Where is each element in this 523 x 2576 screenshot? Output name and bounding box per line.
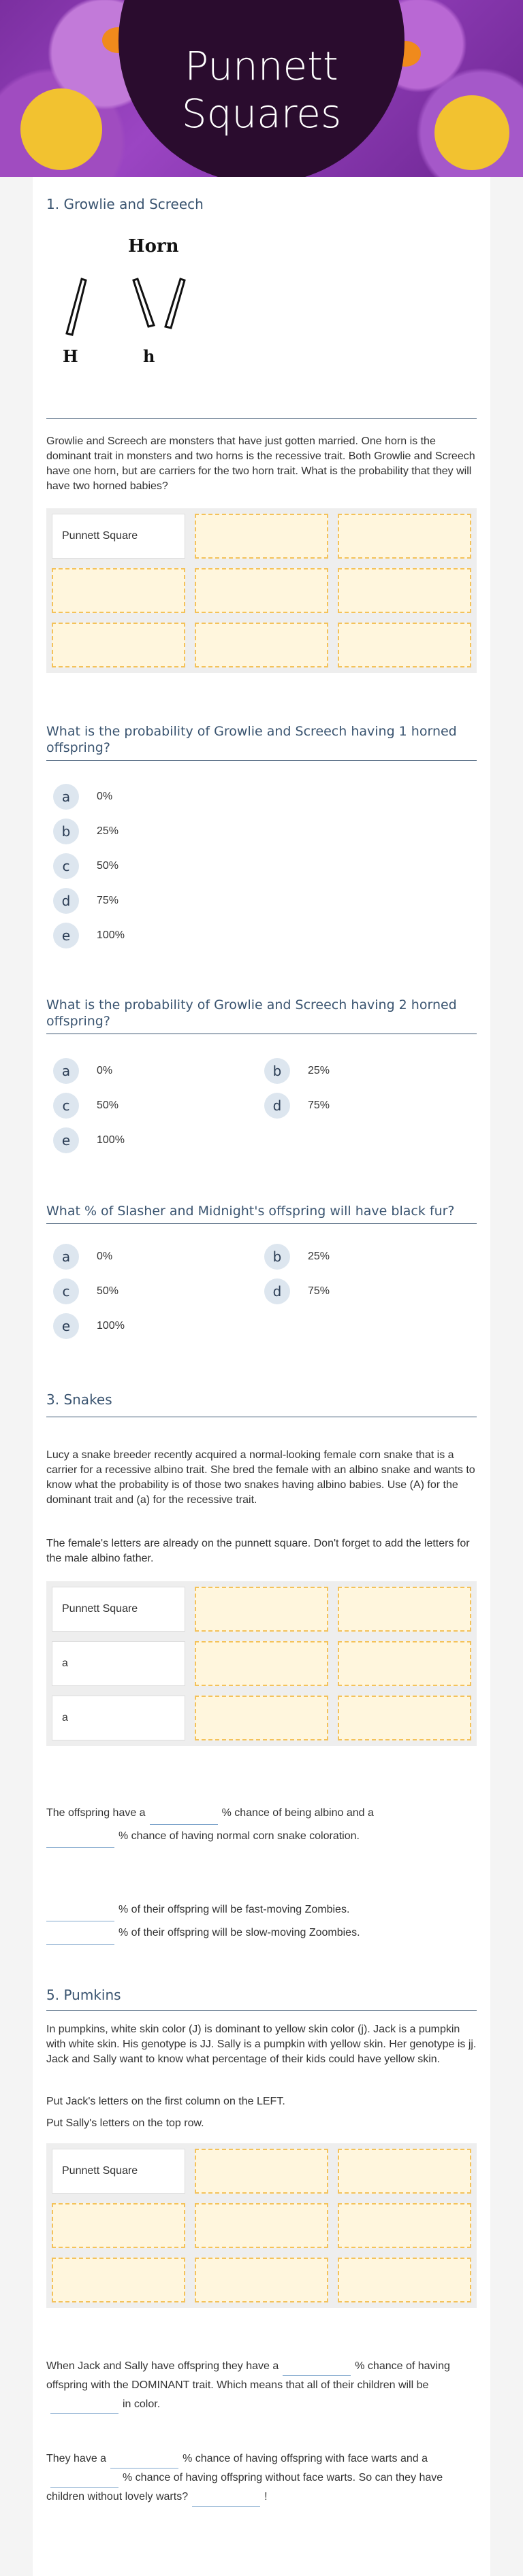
section-1-paragraph: Growlie and Screech are monsters that have just gotten married. One horn is the dominant trait in monsters and two horns is the recessive trait. Both Growlie and Screech have one horn, but are carriers for the two horn trait. What is the probability that they will have two horned babies? — [46, 435, 475, 492]
answer-cell[interactable] — [195, 1641, 328, 1686]
option-letter: d — [264, 1093, 290, 1119]
blank-input[interactable] — [46, 1932, 114, 1945]
q1-option-d[interactable] — [53, 888, 118, 914]
option-text: 25% — [308, 1251, 330, 1262]
row-label: a — [52, 1696, 185, 1740]
answer-cell[interactable] — [338, 623, 471, 667]
divider — [46, 2010, 477, 2011]
punnett-square-1 — [46, 508, 477, 673]
answer-cell[interactable] — [195, 568, 328, 613]
answer-cell[interactable] — [338, 1587, 471, 1632]
section-3-title: 3. Snakes — [46, 1391, 112, 1408]
option-letter: b — [264, 1058, 290, 1084]
option-text: 0% — [97, 1251, 113, 1262]
section-5-paragraph-1: In pumpkins, white skin color (J) is dominant to yellow skin color (j). Jack is a pumpkin with white skin. His genotype is JJ. Sally is a pumpkin with yellow skin. Her genotype is jj. Jack and Sally want to know what percentage of their kids could have yellow skin. — [46, 2024, 477, 2065]
option-letter: c — [53, 1093, 79, 1119]
q1-option-b[interactable] — [53, 819, 118, 844]
answer-cell[interactable] — [338, 2149, 471, 2194]
horn-heading: Horn — [128, 236, 179, 257]
snake-fill-in-1: The offspring have a % chance of being albino and a % chance of having normal corn snake coloration. — [46, 1802, 477, 1848]
q3-option-d[interactable] — [264, 1278, 330, 1304]
option-text: 100% — [97, 929, 125, 941]
option-letter: c — [53, 1278, 79, 1304]
blank-input[interactable] — [46, 1835, 114, 1848]
option-letter: d — [53, 888, 79, 914]
punnett-square-5 — [46, 2143, 477, 2308]
question-2-title: What is the probability of Growlie and Screech having 2 horned offspring? — [46, 997, 477, 1034]
snake-fill-in-2: % of their offspring will be fast-moving Zombies. % of their offspring will be slow-moving Zoombies. — [46, 1898, 477, 1945]
q1-option-a[interactable] — [53, 784, 112, 810]
option-letter: b — [53, 819, 79, 844]
divider — [46, 418, 477, 419]
title-line-2: Squares — [181, 90, 342, 137]
option-text: 75% — [97, 895, 119, 906]
answer-cell[interactable] — [195, 2203, 328, 2248]
q3-option-c[interactable] — [53, 1278, 118, 1304]
option-letter: a — [53, 1244, 79, 1270]
option-letter: e — [53, 1313, 79, 1339]
answer-cell[interactable] — [338, 2203, 471, 2248]
blank-input[interactable] — [283, 2363, 351, 2376]
option-text: 50% — [97, 1285, 119, 1297]
answer-cell[interactable] — [195, 2149, 328, 2194]
option-text: 50% — [97, 860, 119, 872]
option-text: 50% — [97, 1100, 119, 1111]
option-letter: d — [264, 1278, 290, 1304]
q2-option-e[interactable] — [53, 1127, 125, 1153]
option-text: 25% — [97, 825, 119, 837]
q1-option-e[interactable] — [53, 923, 125, 948]
section-5-paragraph-2: Put Jack's letters on the first column on the LEFT. — [46, 2096, 285, 2107]
row-label: a — [52, 1641, 185, 1686]
answer-cell[interactable] — [52, 623, 185, 667]
answer-cell[interactable] — [338, 1696, 471, 1740]
blank-input[interactable] — [192, 2494, 260, 2507]
q3-option-b[interactable] — [264, 1244, 330, 1270]
section-5-paragraph-3: Put Sally's letters on the top row. — [46, 2117, 204, 2129]
option-text: 0% — [97, 791, 113, 802]
pumpkin-fill-in-2: They have a % chance of having offspring with face warts and a% chance of having offspring without face warts. So can they have children without lovely warts? ! — [46, 2449, 477, 2507]
option-text: 0% — [97, 1065, 113, 1076]
blank-input[interactable] — [110, 2456, 178, 2468]
option-letter: a — [53, 1058, 79, 1084]
option-letter: c — [53, 853, 79, 879]
question-3-title: What % of Slasher and Midnight's offspring will have black fur? — [46, 1203, 477, 1224]
section-3-paragraph-2: The female's letters are already on the punnett square. Don't forget to add the letters for the male albino father. — [46, 1538, 470, 1564]
option-letter: a — [53, 784, 79, 810]
grid-label: Punnett Square — [52, 1587, 185, 1632]
answer-cell[interactable] — [195, 514, 328, 559]
worksheet-card — [33, 177, 490, 2576]
q3-option-a[interactable] — [53, 1244, 112, 1270]
option-text: 75% — [308, 1100, 330, 1111]
option-text: 100% — [97, 1320, 125, 1332]
option-text: 75% — [308, 1285, 330, 1297]
answer-cell[interactable] — [338, 2258, 471, 2302]
q1-option-c[interactable] — [53, 853, 118, 879]
option-letter: e — [53, 1127, 79, 1153]
page-title — [0, 42, 523, 137]
answer-cell[interactable] — [52, 2203, 185, 2248]
answer-cell[interactable] — [52, 568, 185, 613]
option-text: 25% — [308, 1065, 330, 1076]
answer-cell[interactable] — [52, 2258, 185, 2302]
q2-option-d[interactable] — [264, 1093, 330, 1119]
answer-cell[interactable] — [195, 623, 328, 667]
horn-figure — [46, 231, 251, 367]
blank-input[interactable] — [150, 1812, 218, 1825]
option-letter: b — [264, 1244, 290, 1270]
answer-cell[interactable] — [195, 2258, 328, 2302]
answer-cell[interactable] — [338, 1641, 471, 1686]
question-1-title: What is the probability of Growlie and Screech having 1 horned offspring? — [46, 723, 477, 761]
title-line-1: Punnett — [185, 43, 338, 89]
section-1-title: 1. Growlie and Screech — [46, 196, 204, 212]
punnett-square-3 — [46, 1581, 477, 1746]
option-text: 100% — [97, 1134, 125, 1146]
grid-label: Punnett Square — [52, 514, 185, 559]
section-5-title: 5. Pumkins — [46, 1987, 121, 2003]
label-recessive-h: h — [143, 346, 155, 366]
header-banner — [0, 0, 523, 177]
q3-option-e[interactable] — [53, 1313, 125, 1339]
blank-input[interactable] — [46, 1909, 114, 1921]
blank-input[interactable] — [50, 2401, 118, 2414]
grid-label: Punnett Square — [52, 2149, 185, 2194]
q2-option-c[interactable] — [53, 1093, 118, 1119]
label-dominant-H: H — [63, 346, 78, 366]
option-letter: e — [53, 923, 79, 948]
answer-cell[interactable] — [195, 1696, 328, 1740]
pumpkin-fill-in-1: When Jack and Sally have offspring they have a % chance of having offspring with the DOMINANT trait. Which means that all of their children will bein color. — [46, 2357, 477, 2414]
answer-cell[interactable] — [338, 568, 471, 613]
answer-cell[interactable] — [195, 1587, 328, 1632]
q2-option-a[interactable] — [53, 1058, 112, 1084]
section-3-paragraph-1: Lucy a snake breeder recently acquired a normal-looking female corn snake that is a carrier for a recessive albino trait. She bred the female with an albino snake and wants to know what the probability is of those two snakes having albino babies. Use (A) for the dominant trait and (a) for the recessive trait. — [46, 1449, 475, 1506]
q2-option-b[interactable] — [264, 1058, 330, 1084]
blank-input[interactable] — [50, 2475, 118, 2488]
answer-cell[interactable] — [338, 514, 471, 559]
